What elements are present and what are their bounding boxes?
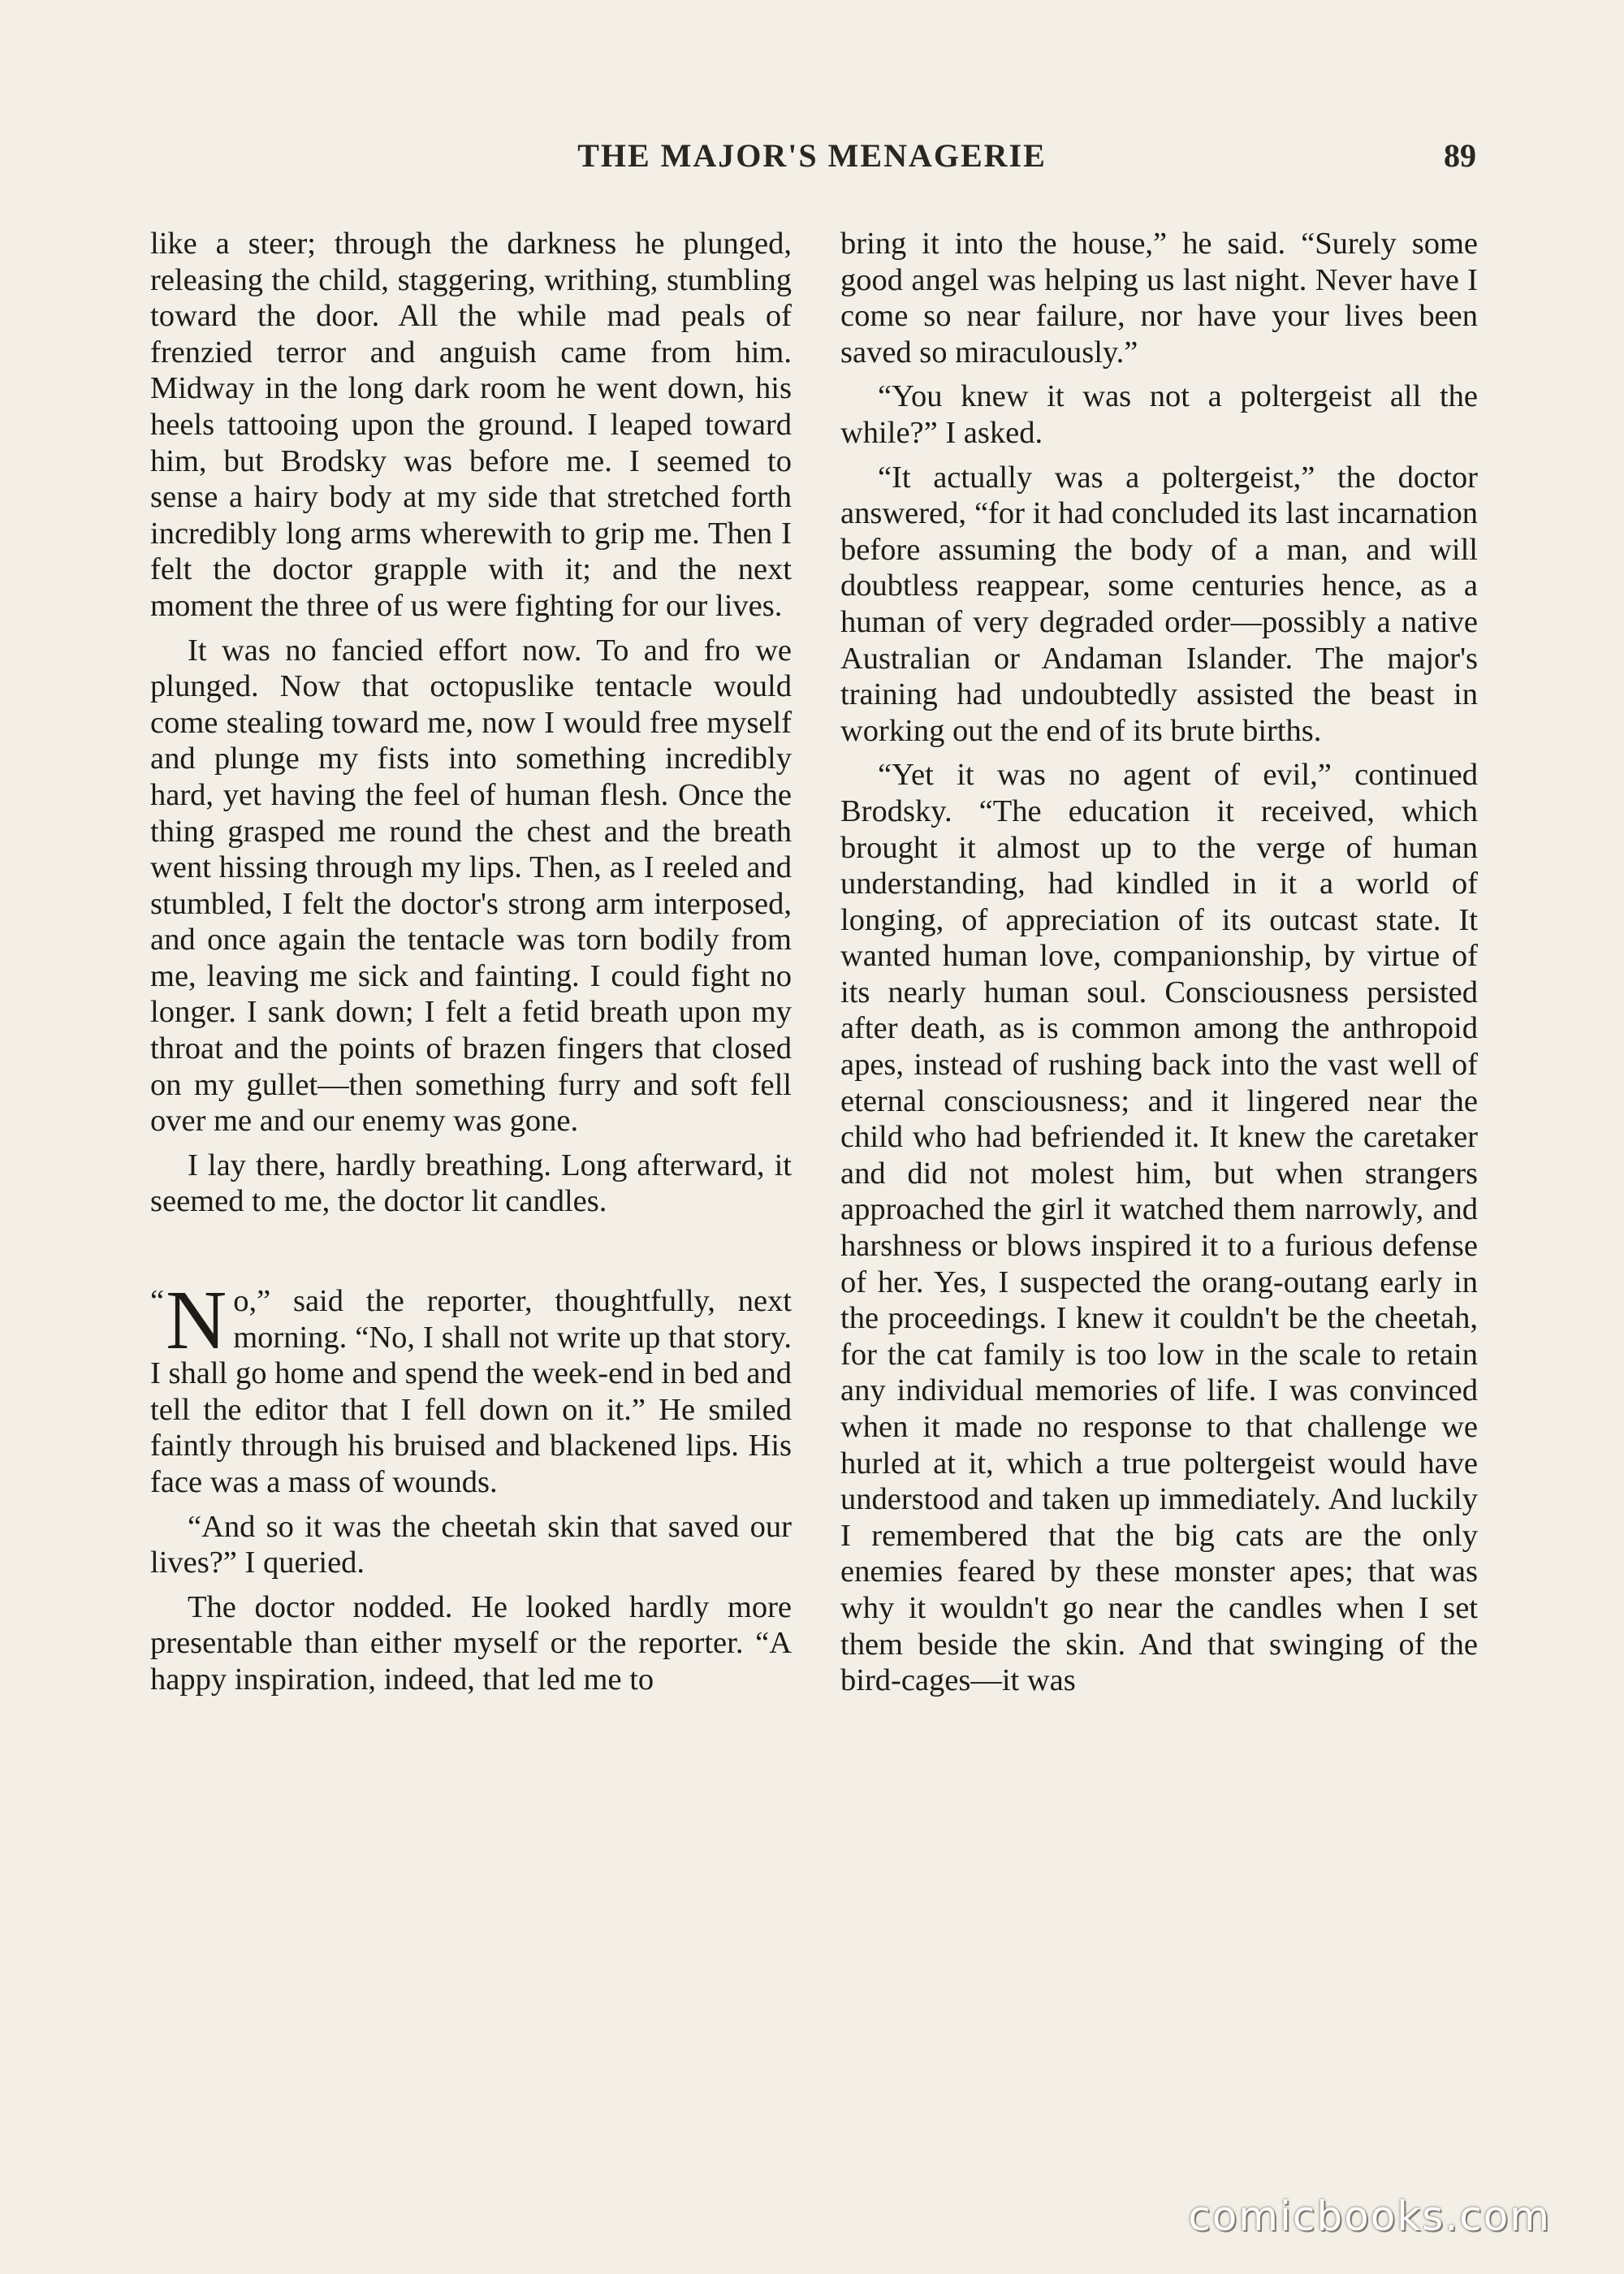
- paragraph: It was no fancied effort now. To and fro we plunged. Now that octopuslike tentacle would come stealing toward me, now I would free myself and plunge my fists into something incredibly hard, yet having the feel of human flesh. Once the thing grasped me round the chest and the breath went hissing through my lips. Then, as I reeled and stumbled, I felt the doctor's strong arm interposed, and once again the tentacle was torn bodily from me, leaving me sick and fainting. I could fight no longer. I sank down; I felt a fetid breath upon my throat and the points of brazen fingers that closed on my gullet—then something furry and soft fell over me and our enemy was gone.: [150, 633, 792, 1139]
- paragraph: “You knew it was not a poltergeist all the while?” I asked.: [840, 379, 1478, 450]
- running-head: [0, 136, 1624, 177]
- watermark-logo: comicbooks.com: [1188, 2193, 1551, 2240]
- paragraph-text: o,” said the reporter, thoughtfully, next morning. “No, I shall not write up that story. I shall go home and spend the week-end in bed and tell the editor that I fell down on it.” He smiled faintly through his bruised and blackened lips. His face was a mass of wounds.: [150, 1284, 792, 1499]
- right-column: [840, 226, 1478, 1699]
- paragraph: like a steer; through the darkness he plunged, releasing the child, staggering, writhing, stumbling toward the door. All the while mad peals of frenzied terror and anguish came from him. Midway in the long dark room he went down, his heels tattooing upon the ground. I leaped toward him, but Brodsky was before me. I seemed to sense a hairy body at my side that stretched forth incredibly long arms wherewith to grip me. Then I felt the doctor grapple with it; and the next moment the three of us were fighting for our lives.: [150, 227, 792, 623]
- section-opening-paragraph: [150, 1273, 792, 1501]
- drop-cap: N: [166, 1273, 227, 1368]
- opening-quote: “: [150, 1284, 165, 1319]
- page-number: 89: [1444, 137, 1476, 174]
- paragraph: “It actually was a poltergeist,” the doctor answered, “for it had concluded its last incarnation before assuming the body of a man, and will doubtless reappear, some centuries hence, as a human of very degraded order—possibly a native Australian or Andaman Islander. The major's training had undoubtedly assisted the beast in working out the end of its brute births.: [840, 460, 1478, 748]
- running-title: THE MAJOR'S MENAGERIE: [577, 137, 1047, 174]
- paragraph: I lay there, hardly breathing. Long afterward, it seemed to me, the doctor lit candles.: [150, 1148, 792, 1219]
- left-column: [150, 226, 792, 1698]
- paragraph: “Yet it was no agent of evil,” continued Brodsky. “The education it received, which brought it almost up to the verge of human understanding, had kindled in it a world of longing, of appreciation of its outcast state. It wanted human love, companionship, by virtue of its nearly human soul. Consciousness persisted after death, as is common among the anthropoid apes, instead of rushing back into the vast well of eternal consciousness; and it lingered near the child who had befriended it. It knew the caretaker and did not molest him, but when strangers approached the girl it watched them narrowly, and harshness or blows inspired it to a furious defense of her. Yes, I suspected the orang-outang early in the proceedings. I knew it couldn't be the cheetah, for the cat family is too low in the scale to retain any individual memories of life. I was convinced when it made no response to that challenge we hurled at it, which a true poltergeist would have understood and taken up immediately. And luckily I remembered that the big cats are the only enemies feared by these monster apes; that was why it wouldn't go near the candles when I set them beside the skin. And that swinging of the bird-cages—it was: [840, 758, 1478, 1698]
- paragraph: bring it into the house,” he said. “Surely some good angel was helping us last night. Never have I come so near failure, nor have your lives been saved so miraculously.”: [840, 227, 1478, 370]
- paragraph: “And so it was the cheetah skin that saved our lives?” I queried.: [150, 1509, 792, 1580]
- paragraph: The doctor nodded. He looked hardly more presentable than either myself or the reporter. “A happy inspiration, indeed, that led me to: [150, 1589, 792, 1697]
